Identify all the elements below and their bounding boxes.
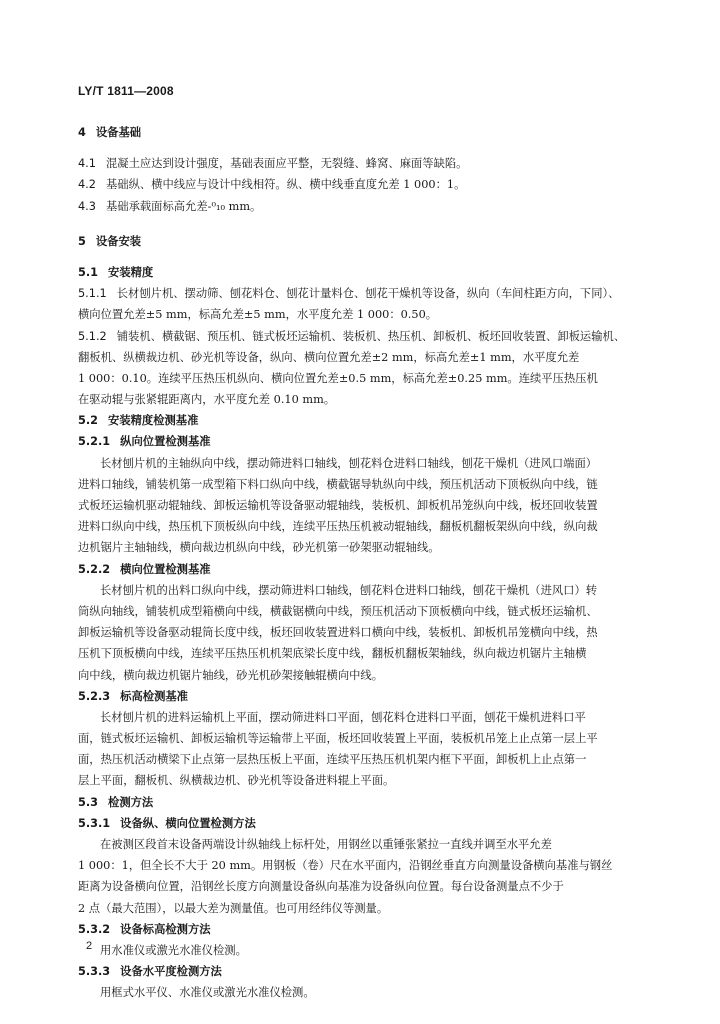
clause-5-1-2-line-2: 翻板机、纵横裁边机、砂光机等设备，纵向、横向位置允差±2 mm，标高允差±1 mm，水平度允差	[78, 350, 580, 364]
clause-5-2-2-line-2: 筒纵向轴线，铺装机成型箱横向中线，横截锯横向中线，预压机活动下顶板横向中线，链式板坯运输机、	[78, 604, 598, 618]
clause-5-2-1-line-4: 进料口纵向中线，热压机下顶板纵向中线，连续平压热压机被动辊轴线，翻板机翻板架纵向中线，纵向裁	[78, 520, 598, 534]
section-title: 安装精度	[108, 265, 154, 279]
subsection-5-2-heading	[78, 410, 658, 431]
clause-number: 5.1.2	[78, 329, 107, 343]
clause-title: 设备水平度检测方法	[120, 965, 222, 979]
clause-5-2-2-line-4: 压机下顶板横向中线，连续平压热压机机架底梁长度中线，翻板机翻板架轴线，纵向裁边机锯片主轴横	[78, 647, 587, 661]
clause-5-2-3-line-4: 层上平面，翻板机、纵横裁边机、砂光机等设备进料辊上平面。	[78, 774, 395, 788]
clause-5-2-3-heading	[78, 686, 658, 707]
subsection-5-1-heading	[78, 262, 658, 283]
clause-number: 5.1.1	[78, 287, 107, 301]
clause-text: 长材刨片机、摆动筛、刨花料仓、刨花计量料仓、刨花干燥机等设备，纵向（车间柱距方向，下同）、	[116, 287, 620, 301]
clause-title: 设备标高检测方法	[120, 922, 211, 936]
section-title: 设备基础	[95, 126, 142, 139]
clause-5-2-3-line-1: 长材刨片机的进料运输机上平面，摆动筛进料口平面，刨花料仓进料口平面，刨花干燥机进料口平	[100, 710, 586, 724]
standard-code: LY/T 1811—2008	[78, 84, 174, 98]
section-number: 4	[78, 126, 86, 139]
clause-number: 4.1	[78, 157, 96, 171]
clause-text: 基础承载面标高允差-⁰₁₀ mm。	[105, 199, 262, 213]
section-title: 设备安装	[95, 234, 142, 248]
clause-5-2-2-line-5: 向中线，横向裁边机锯片轴线，砂光机砂架接触辊横向中线。	[78, 668, 384, 682]
clause-4-3	[78, 196, 658, 217]
clause-4-1	[78, 153, 658, 174]
clause-text: 混凝土应达到设计强度，基础表面应平整，无裂缝、蜂窝、麻面等缺陷。	[105, 157, 468, 171]
section-number: 5	[78, 234, 86, 248]
clause-text: 基础纵、横中线应与设计中线相符。纵、横中线垂直度允差 1 000：1。	[105, 178, 466, 192]
section-4-heading	[78, 122, 658, 143]
clause-5-3-3-line-1: 用框式水平仪、水准仪或激光水准仪检测。	[100, 986, 315, 1000]
clause-number: 5.2.2	[78, 562, 111, 576]
clause-5-3-2-heading	[78, 919, 658, 940]
clause-5-3-1-line-1: 在被测区段首末设备两端设计纵轴线上标杆处，用钢丝以重锤张紧拉一直线并调至水平允差	[100, 838, 552, 851]
clause-4-2	[78, 174, 658, 195]
clause-5-1-2-line-3: 1 000：0.10。连续平压热压机纵向、横向位置允差±0.5 mm，标高允差±0.25 mm。连续平压热压机	[78, 371, 598, 385]
clause-5-1-1-line-1	[78, 283, 658, 304]
clause-number: 5.3.3	[78, 965, 111, 979]
clause-title: 横向位置检测基准	[120, 562, 211, 576]
section-number: 5.3	[78, 795, 99, 809]
clause-5-2-1-line-3: 式板坯运输机驱动辊轴线、卸板运输机等设备驱动辊轴线，装板机、卸板机吊笼纵向中线，板坯回收装置	[78, 499, 598, 512]
clause-5-2-1-heading	[78, 431, 658, 452]
section-5-heading	[78, 231, 658, 252]
subsection-5-3-heading	[78, 792, 658, 813]
clause-number: 5.3.2	[78, 922, 111, 936]
section-title: 检测方法	[108, 795, 154, 809]
clause-5-3-1-heading	[78, 813, 658, 834]
clause-title: 纵向位置检测基准	[120, 435, 211, 449]
clause-5-3-1-line-3: 距离为设备横向位置，沿钢丝长度方向测量设备纵向基准为设备纵向位置。每台设备测量点不少于	[78, 880, 564, 894]
clause-title: 设备纵、横向位置检测方法	[120, 816, 256, 830]
clause-5-2-1-line-5: 边机锯片主轴轴线，横向裁边机纵向中线，砂光机第一砂架驱动辊轴线。	[78, 541, 440, 555]
clause-5-2-1-line-2: 进料口轴线，铺装机第一成型箱下料口纵向中线，横截锯导轨纵向中线，预压机活动下顶板纵向中线，链	[78, 477, 598, 491]
clause-5-1-2-line-1	[78, 326, 658, 347]
section-number: 5.1	[78, 265, 99, 279]
clause-number: 5.3.1	[78, 816, 111, 830]
clause-5-2-2-line-1: 长材刨片机的出料口纵向中线，摆动筛进料口轴线，刨花料仓进料口轴线，刨花干燥机（进风口）转	[100, 583, 598, 597]
clause-5-2-2-line-3: 卸板运输机等设备驱动辊筒长度中线，板坯回收装置进料口横向中线，装板机、卸板机吊笼横向中线，热	[78, 626, 598, 640]
clause-5-3-1-line-4: 2 点（最大范围），以最大差为测量值。也可用经纬仪等测量。	[78, 901, 389, 915]
clause-5-2-1-line-1: 长材刨片机的主轴纵向中线，摆动筛进料口轴线，刨花料仓进料口轴线，刨花干燥机（进风口端面）	[100, 456, 598, 470]
clause-5-2-3-line-3: 面，热压机活动横梁下止点第一层热压板上平面，连续平压热压机机架内框下平面，卸板机上止点第一	[78, 753, 587, 767]
clause-5-3-1-line-2: 1 000：1，但全长不大于 20 mm。用钢板（卷）尺在水平面内，沿钢丝垂直方向测量设备横向基准与钢丝	[78, 859, 613, 873]
page-number: 2	[86, 940, 93, 952]
clause-number: 4.3	[78, 199, 96, 213]
clause-5-3-3-heading	[78, 961, 658, 982]
clause-text: 铺装机、横截锯、预压机、链式板坯运输机、装板机、热压机、卸板机、板坯回收装置、卸板运输机、	[116, 329, 626, 343]
clause-5-1-1-line-2: 横向位置允差±5 mm，标高允差±5 mm，水平度允差 1 000：0.50。	[78, 308, 438, 322]
clause-5-1-2-line-4: 在驱动辊与张紧辊距离内，水平度允差 0.10 mm。	[78, 393, 336, 407]
clause-title: 标高检测基准	[120, 689, 188, 703]
clause-5-2-2-heading	[78, 559, 658, 580]
section-number: 5.2	[78, 414, 99, 428]
clause-5-3-2-line-1: 用水准仪或激光水准仪检测。	[100, 943, 247, 957]
section-title: 安装精度检测基准	[108, 414, 199, 428]
document-body	[78, 122, 658, 1004]
clause-number: 5.2.3	[78, 689, 111, 703]
clause-number: 5.2.1	[78, 435, 111, 449]
clause-number: 4.2	[78, 178, 96, 192]
clause-5-2-3-line-2: 面，链式板坯运输机、卸板运输机等运输带上平面，板坯回收装置上平面，装板机吊笼上止点第一层上平	[78, 732, 598, 746]
